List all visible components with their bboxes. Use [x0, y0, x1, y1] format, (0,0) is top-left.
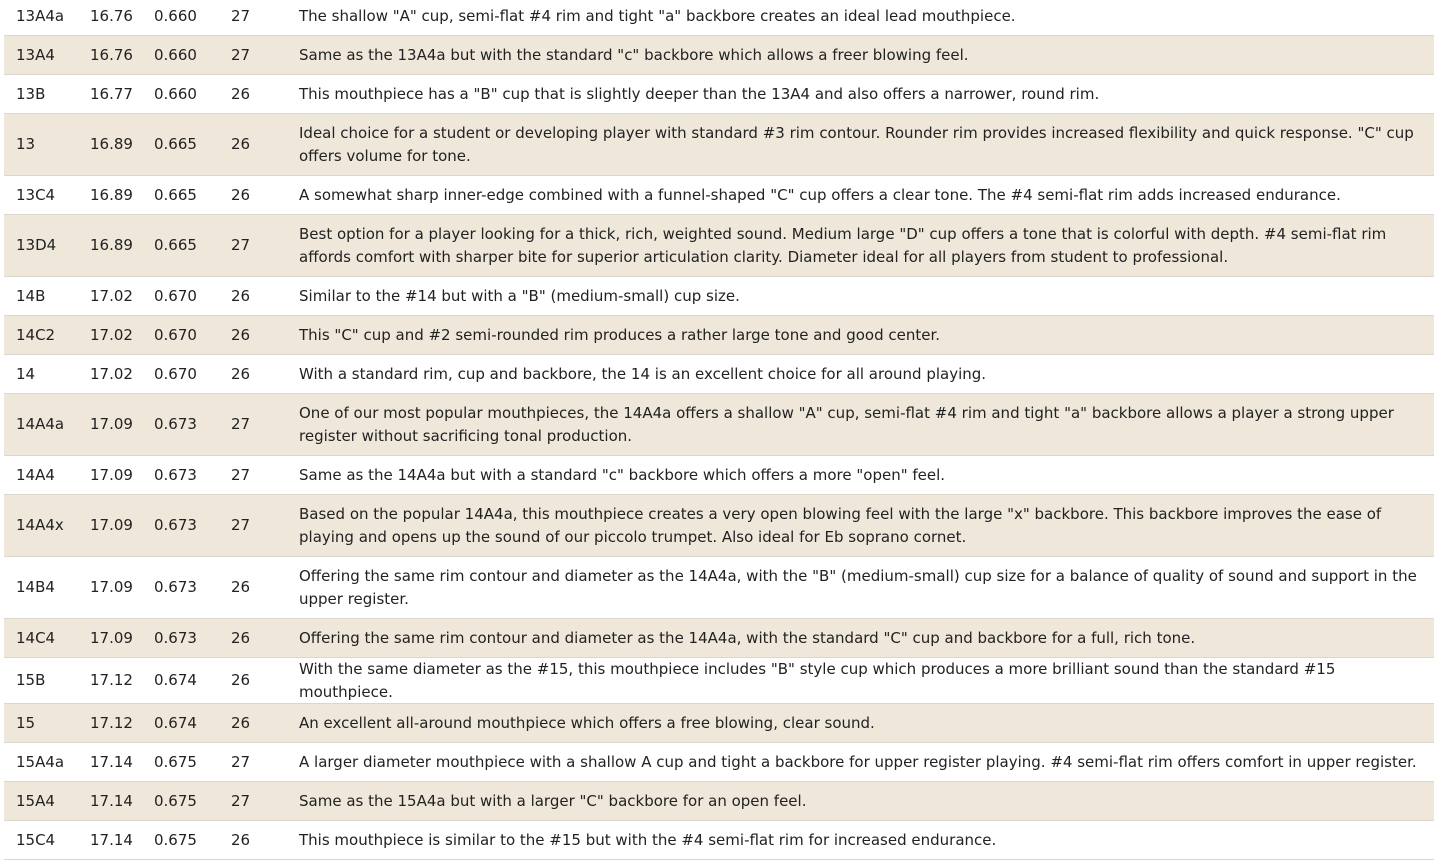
model-cell: 14C2: [4, 316, 78, 355]
table-row: [4, 215, 1434, 277]
model-cell: 14C4: [4, 619, 78, 658]
table-row: [4, 394, 1434, 456]
diameter-mm-cell: 17.12: [78, 658, 142, 704]
throat-cell: 26: [219, 658, 299, 704]
diameter-inches-cell: 0.674: [142, 658, 219, 704]
table-body: [4, 0, 1434, 860]
model-cell: 13A4a: [4, 0, 78, 36]
model-cell: 14A4a: [4, 394, 78, 456]
diameter-inches-cell: 0.665: [142, 176, 219, 215]
description-cell: Similar to the #14 but with a "B" (medium-small) cup size.: [299, 277, 1434, 316]
diameter-mm-cell: 16.76: [78, 36, 142, 75]
description-cell: A somewhat sharp inner-edge combined with a funnel-shaped "C" cup offers a clear tone. The #4 semi-flat rim adds increased endurance.: [299, 176, 1434, 215]
diameter-mm-cell: 17.12: [78, 704, 142, 743]
description-cell: Based on the popular 14A4a, this mouthpiece creates a very open blowing feel with the large "x" backbore. This backbore improves the ease of playing and opens up the sound of our piccolo trumpet. Also ideal for Eb soprano cornet.: [299, 495, 1434, 557]
table-row: [4, 75, 1434, 114]
model-cell: 14: [4, 355, 78, 394]
diameter-inches-cell: 0.673: [142, 495, 219, 557]
diameter-inches-cell: 0.660: [142, 36, 219, 75]
throat-cell: 27: [219, 0, 299, 36]
diameter-inches-cell: 0.673: [142, 456, 219, 495]
description-cell: This "C" cup and #2 semi-rounded rim produces a rather large tone and good center.: [299, 316, 1434, 355]
table-row: [4, 557, 1434, 619]
throat-cell: 26: [219, 619, 299, 658]
throat-cell: 26: [219, 316, 299, 355]
table-row: [4, 355, 1434, 394]
model-cell: 15: [4, 704, 78, 743]
throat-cell: 27: [219, 456, 299, 495]
throat-cell: 27: [219, 394, 299, 456]
table-row: [4, 316, 1434, 355]
throat-cell: 26: [219, 176, 299, 215]
throat-cell: 26: [219, 277, 299, 316]
diameter-inches-cell: 0.675: [142, 743, 219, 782]
throat-cell: 26: [219, 355, 299, 394]
diameter-inches-cell: 0.665: [142, 114, 219, 176]
diameter-inches-cell: 0.675: [142, 821, 219, 860]
description-cell: With the same diameter as the #15, this mouthpiece includes "B" style cup which produces a more brilliant sound than the standard #15 mouthpiece.: [299, 658, 1434, 704]
diameter-inches-cell: 0.675: [142, 782, 219, 821]
table-row: [4, 277, 1434, 316]
diameter-inches-cell: 0.674: [142, 704, 219, 743]
description-cell: With a standard rim, cup and backbore, the 14 is an excellent choice for all around playing.: [299, 355, 1434, 394]
mouthpiece-table: [4, 0, 1434, 860]
description-cell: This mouthpiece is similar to the #15 but with the #4 semi-flat rim for increased endurance.: [299, 821, 1434, 860]
table-row: [4, 0, 1434, 36]
model-cell: 13: [4, 114, 78, 176]
diameter-mm-cell: 17.14: [78, 743, 142, 782]
throat-cell: 27: [219, 215, 299, 277]
diameter-inches-cell: 0.673: [142, 619, 219, 658]
table-row: [4, 456, 1434, 495]
table-row: [4, 176, 1434, 215]
diameter-mm-cell: 17.02: [78, 277, 142, 316]
diameter-inches-cell: 0.670: [142, 316, 219, 355]
description-cell: Offering the same rim contour and diameter as the 14A4a, with the "B" (medium-small) cup size for a balance of quality of sound and support in the upper register.: [299, 557, 1434, 619]
description-cell: An excellent all-around mouthpiece which offers a free blowing, clear sound.: [299, 704, 1434, 743]
throat-cell: 26: [219, 557, 299, 619]
diameter-mm-cell: 17.09: [78, 456, 142, 495]
diameter-mm-cell: 17.09: [78, 619, 142, 658]
throat-cell: 26: [219, 704, 299, 743]
description-cell: Same as the 13A4a but with the standard "c" backbore which allows a freer blowing feel.: [299, 36, 1434, 75]
table-row: [4, 743, 1434, 782]
throat-cell: 27: [219, 36, 299, 75]
diameter-mm-cell: 17.02: [78, 355, 142, 394]
diameter-mm-cell: 16.76: [78, 0, 142, 36]
model-cell: 14A4x: [4, 495, 78, 557]
diameter-inches-cell: 0.673: [142, 394, 219, 456]
diameter-mm-cell: 17.14: [78, 782, 142, 821]
model-cell: 15A4: [4, 782, 78, 821]
table-row: [4, 114, 1434, 176]
table-row: [4, 619, 1434, 658]
model-cell: 13D4: [4, 215, 78, 277]
throat-cell: 26: [219, 821, 299, 860]
throat-cell: 26: [219, 75, 299, 114]
throat-cell: 26: [219, 114, 299, 176]
description-cell: Ideal choice for a student or developing player with standard #3 rim contour. Rounder rim provides increased flexibility and quick response. "C" cup offers volume for tone.: [299, 114, 1434, 176]
diameter-mm-cell: 17.09: [78, 495, 142, 557]
description-cell: Same as the 15A4a but with a larger "C" backbore for an open feel.: [299, 782, 1434, 821]
table-row: [4, 36, 1434, 75]
model-cell: 14B4: [4, 557, 78, 619]
diameter-mm-cell: 17.02: [78, 316, 142, 355]
model-cell: 15C4: [4, 821, 78, 860]
throat-cell: 27: [219, 782, 299, 821]
description-cell: A larger diameter mouthpiece with a shallow A cup and tight a backbore for upper register playing. #4 semi-flat rim offers comfort in upper register.: [299, 743, 1434, 782]
diameter-inches-cell: 0.660: [142, 0, 219, 36]
model-cell: 14B: [4, 277, 78, 316]
table-row: [4, 704, 1434, 743]
description-cell: Same as the 14A4a but with a standard "c" backbore which offers a more "open" feel.: [299, 456, 1434, 495]
diameter-mm-cell: 17.09: [78, 557, 142, 619]
model-cell: 14A4: [4, 456, 78, 495]
mouthpiece-table-container: [4, 0, 1434, 860]
description-cell: The shallow "A" cup, semi-flat #4 rim and tight "a" backbore creates an ideal lead mouthpiece.: [299, 0, 1434, 36]
diameter-mm-cell: 16.89: [78, 114, 142, 176]
diameter-inches-cell: 0.665: [142, 215, 219, 277]
description-cell: One of our most popular mouthpieces, the 14A4a offers a shallow "A" cup, semi-flat #4 rim and tight "a" backbore allows a player a strong upper register without sacrificing tonal production.: [299, 394, 1434, 456]
diameter-mm-cell: 16.89: [78, 176, 142, 215]
model-cell: 15B: [4, 658, 78, 704]
diameter-mm-cell: 16.77: [78, 75, 142, 114]
model-cell: 13C4: [4, 176, 78, 215]
table-row: [4, 658, 1434, 704]
table-row: [4, 821, 1434, 860]
diameter-inches-cell: 0.660: [142, 75, 219, 114]
description-cell: Offering the same rim contour and diameter as the 14A4a, with the standard "C" cup and backbore for a full, rich tone.: [299, 619, 1434, 658]
description-cell: This mouthpiece has a "B" cup that is slightly deeper than the 13A4 and also offers a narrower, round rim.: [299, 75, 1434, 114]
diameter-inches-cell: 0.670: [142, 277, 219, 316]
diameter-inches-cell: 0.673: [142, 557, 219, 619]
throat-cell: 27: [219, 495, 299, 557]
table-row: [4, 782, 1434, 821]
model-cell: 13A4: [4, 36, 78, 75]
diameter-mm-cell: 17.14: [78, 821, 142, 860]
throat-cell: 27: [219, 743, 299, 782]
diameter-mm-cell: 17.09: [78, 394, 142, 456]
diameter-inches-cell: 0.670: [142, 355, 219, 394]
model-cell: 15A4a: [4, 743, 78, 782]
diameter-mm-cell: 16.89: [78, 215, 142, 277]
model-cell: 13B: [4, 75, 78, 114]
description-cell: Best option for a player looking for a thick, rich, weighted sound. Medium large "D" cup offers a tone that is colorful with depth. #4 semi-flat rim affords comfort with sharper bite for superior articulation clarity. Diameter ideal for all players from student to professional.: [299, 215, 1434, 277]
table-row: [4, 495, 1434, 557]
